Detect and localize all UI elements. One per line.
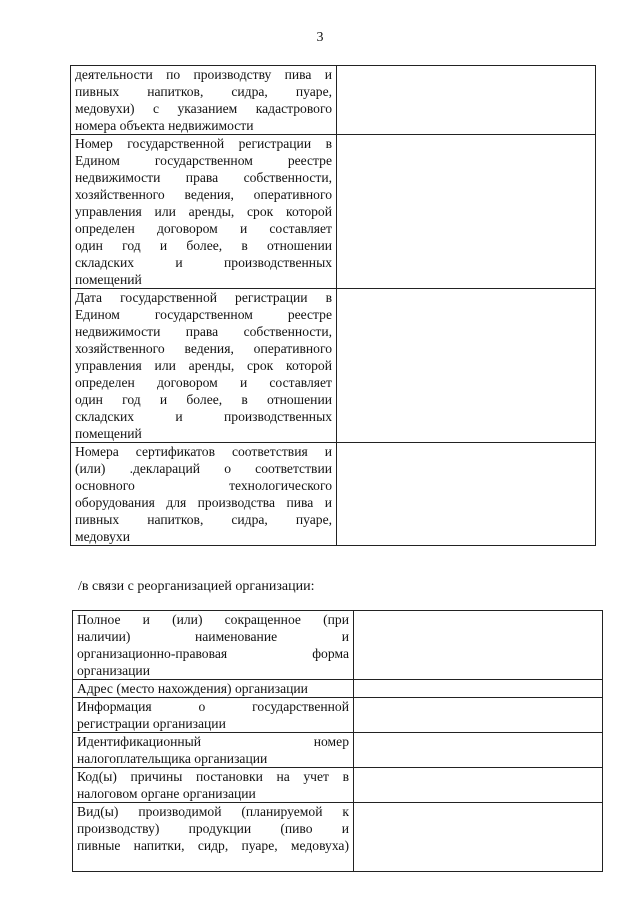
value-cell[interactable] [354, 733, 603, 768]
label-line: Адрес (место нахождения) организации [77, 681, 308, 696]
reorganization-caption: /в связи с реорганизацией организации: [78, 579, 315, 594]
label-line [77, 854, 349, 871]
value-cell[interactable] [354, 803, 603, 872]
property-info-table [70, 65, 596, 546]
table-row [73, 698, 603, 733]
label-line: регистрации организации [77, 716, 226, 731]
label-line: Информация о государственной [77, 699, 349, 714]
label-line: Код(ы) причины постановки на учет в [77, 769, 349, 784]
row-label [73, 680, 354, 698]
row-label [73, 768, 354, 803]
value-cell[interactable] [337, 135, 596, 289]
page-number: 3 [316, 30, 324, 45]
label-line: Идентификационный номер [77, 734, 349, 749]
row-label [71, 289, 337, 443]
value-cell[interactable] [354, 698, 603, 733]
label-line: пивных напитков, сидра, пуаре, [75, 84, 332, 99]
label-line: организации [77, 663, 150, 678]
label-line: пивные напитки, сидр, пуаре, медовуха) [77, 838, 349, 853]
table-row [73, 733, 603, 768]
row-label [71, 66, 337, 135]
label-line: номера объекта недвижимости [75, 118, 254, 133]
table-row [73, 768, 603, 803]
label-line: налогоплательщика организации [77, 751, 268, 766]
label-line: организационно-правовая форма [77, 646, 349, 661]
label-line: Едином государственном реестре [75, 307, 332, 322]
label-line: Номер государственной регистрации в [75, 136, 332, 151]
value-cell[interactable] [354, 611, 603, 680]
value-cell[interactable] [354, 680, 603, 698]
reorganization-table [72, 610, 603, 872]
table-row [73, 611, 603, 680]
table-row [71, 289, 596, 443]
label-line: (или) .деклараций о соответствии [75, 461, 332, 476]
label-line: хозяйственного ведения, оперативного [75, 187, 332, 202]
value-cell[interactable] [337, 443, 596, 546]
row-label [71, 443, 337, 546]
row-label [71, 135, 337, 289]
label-line: управления или аренды, срок которой [75, 358, 332, 373]
label-line: хозяйственного ведения, оперативного [75, 341, 332, 356]
row-label [73, 698, 354, 733]
label-line: недвижимости права собственности, [75, 324, 332, 339]
value-cell[interactable] [337, 289, 596, 443]
value-cell[interactable] [337, 66, 596, 135]
label-line: Номера сертификатов соответствия и [75, 444, 332, 459]
label-line: основного технологического [75, 478, 332, 493]
row-label [73, 733, 354, 768]
label-line: один год и более, в отношении [75, 238, 332, 253]
label-line: медовухи [75, 529, 130, 544]
table-row [73, 680, 603, 698]
label-line: налоговом органе организации [77, 786, 256, 801]
label-line: Дата государственной регистрации в [75, 290, 332, 305]
label-line: Вид(ы) производимой (планируемой к [77, 804, 349, 819]
label-line: помещений [75, 272, 142, 287]
label-line: оборудования для производства пива и [75, 495, 332, 510]
row-label [73, 611, 354, 680]
value-cell[interactable] [354, 768, 603, 803]
label-line: недвижимости права собственности, [75, 170, 332, 185]
label-line: управления или аренды, срок которой [75, 204, 332, 219]
table-row [71, 135, 596, 289]
label-line: пивных напитков, сидра, пуаре, [75, 512, 332, 527]
label-line: Едином государственном реестре [75, 153, 332, 168]
table-row [71, 66, 596, 135]
row-label [73, 803, 354, 872]
label-line: складских и производственных [75, 255, 332, 270]
label-line: производству) продукции (пиво и [77, 821, 349, 836]
label-line: складских и производственных [75, 409, 332, 424]
table-row [71, 443, 596, 546]
label-line: медовухи) с указанием кадастрового [75, 101, 332, 116]
label-line: помещений [75, 426, 142, 441]
label-line: наличии) наименование и [77, 629, 349, 644]
label-line: определен договором и составляет [75, 375, 332, 390]
label-line: определен договором и составляет [75, 221, 332, 236]
label-line: Полное и (или) сокращенное (при [77, 612, 349, 627]
table-row [73, 803, 603, 872]
label-line: один год и более, в отношении [75, 392, 332, 407]
label-line: деятельности по производству пива и [75, 67, 332, 82]
